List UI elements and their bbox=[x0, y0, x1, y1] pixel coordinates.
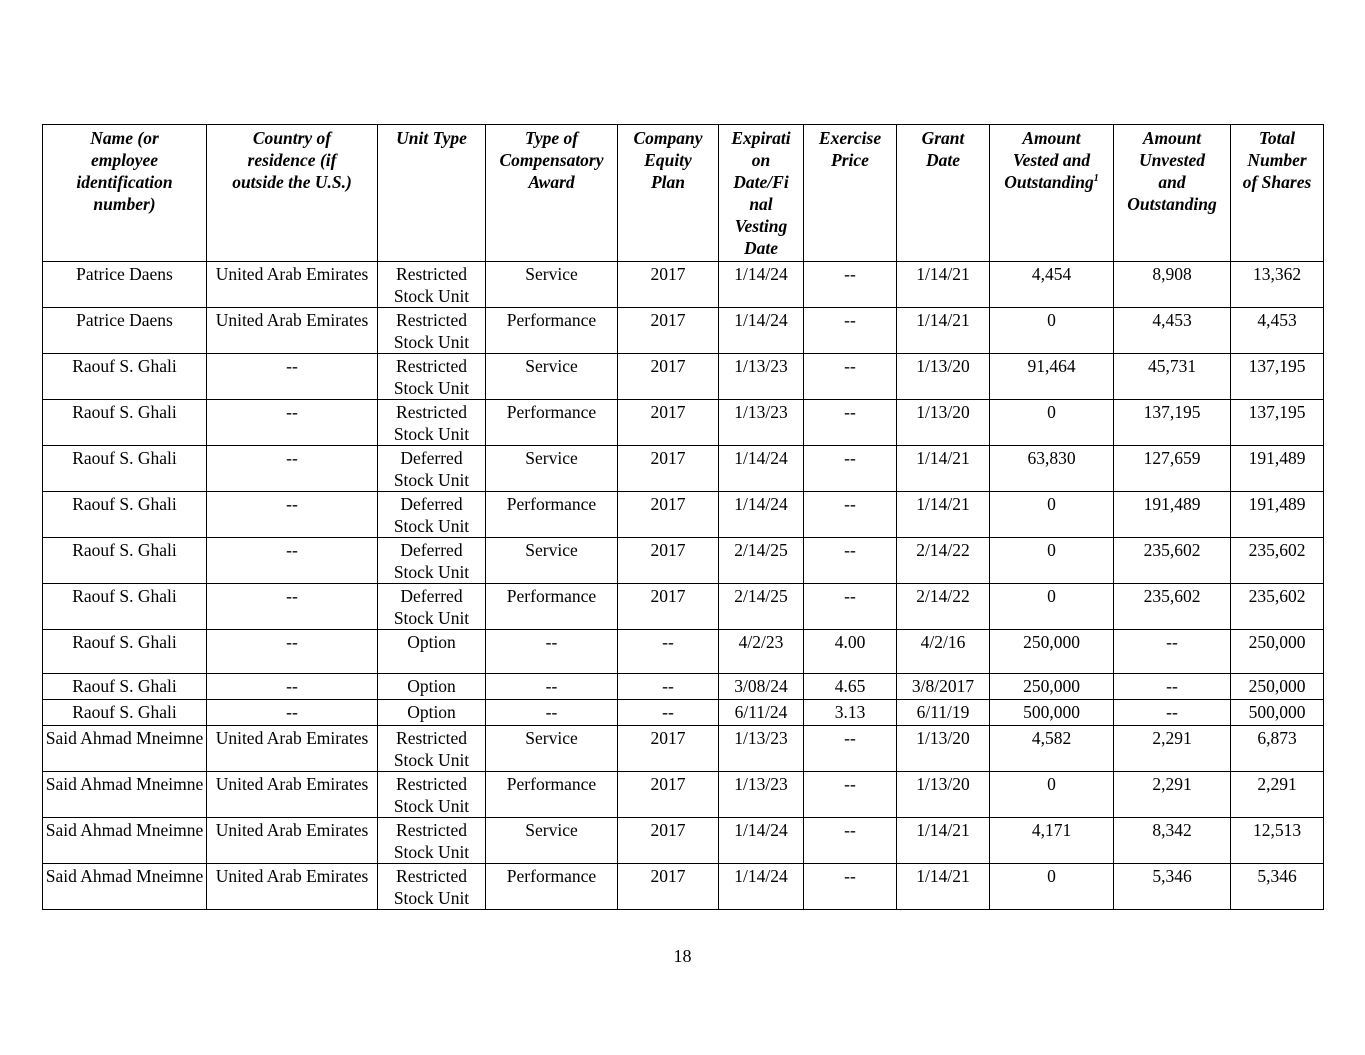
cell-award-type: Performance bbox=[486, 492, 618, 538]
cell-grant-date: 2/14/22 bbox=[897, 584, 990, 630]
cell-total-shares: 500,000 bbox=[1231, 700, 1324, 726]
cell-expiration-date: 1/14/24 bbox=[719, 492, 804, 538]
cell-grant-date: 3/8/2017 bbox=[897, 674, 990, 700]
cell-amount-vested: 250,000 bbox=[990, 674, 1114, 700]
cell-name: Said Ahmad Mneimne bbox=[43, 818, 207, 864]
cell-total-shares: 6,873 bbox=[1231, 726, 1324, 772]
cell-exercise-price: -- bbox=[804, 308, 897, 354]
award-table bbox=[42, 124, 1324, 910]
cell-award-type: -- bbox=[486, 630, 618, 674]
table-row bbox=[43, 864, 1324, 910]
cell-total-shares: 250,000 bbox=[1231, 674, 1324, 700]
cell-country: United Arab Emirates bbox=[207, 818, 378, 864]
cell-equity-plan: 2017 bbox=[618, 584, 719, 630]
cell-name: Said Ahmad Mneimne bbox=[43, 726, 207, 772]
cell-amount-vested: 250,000 bbox=[990, 630, 1114, 674]
cell-equity-plan: 2017 bbox=[618, 818, 719, 864]
cell-country: -- bbox=[207, 400, 378, 446]
table-row bbox=[43, 630, 1324, 674]
cell-equity-plan: 2017 bbox=[618, 262, 719, 308]
cell-grant-date: 1/13/20 bbox=[897, 400, 990, 446]
cell-amount-unvested: 137,195 bbox=[1114, 400, 1231, 446]
cell-country: -- bbox=[207, 584, 378, 630]
cell-name: Raouf S. Ghali bbox=[43, 538, 207, 584]
cell-exercise-price: -- bbox=[804, 492, 897, 538]
cell-expiration-date: 1/13/23 bbox=[719, 772, 804, 818]
cell-grant-date: 1/14/21 bbox=[897, 864, 990, 910]
cell-expiration-date: 2/14/25 bbox=[719, 584, 804, 630]
cell-amount-unvested: 235,602 bbox=[1114, 584, 1231, 630]
cell-equity-plan: 2017 bbox=[618, 492, 719, 538]
cell-expiration-date: 1/13/23 bbox=[719, 400, 804, 446]
cell-grant-date: 1/14/21 bbox=[897, 446, 990, 492]
cell-equity-plan: 2017 bbox=[618, 772, 719, 818]
header-unit-type: Unit Type bbox=[378, 125, 486, 262]
cell-name: Raouf S. Ghali bbox=[43, 446, 207, 492]
cell-amount-vested: 0 bbox=[990, 308, 1114, 354]
cell-unit-type: Restricted Stock Unit bbox=[378, 262, 486, 308]
cell-award-type: Performance bbox=[486, 864, 618, 910]
cell-exercise-price: -- bbox=[804, 726, 897, 772]
cell-country: United Arab Emirates bbox=[207, 864, 378, 910]
cell-unit-type: Option bbox=[378, 674, 486, 700]
header-grant-date: Grant Date bbox=[897, 125, 990, 262]
cell-exercise-price: -- bbox=[804, 772, 897, 818]
cell-equity-plan: -- bbox=[618, 700, 719, 726]
table-row bbox=[43, 354, 1324, 400]
cell-exercise-price: -- bbox=[804, 864, 897, 910]
cell-unit-type: Deferred Stock Unit bbox=[378, 538, 486, 584]
cell-grant-date: 1/13/20 bbox=[897, 726, 990, 772]
cell-expiration-date: 1/14/24 bbox=[719, 308, 804, 354]
cell-award-type: Service bbox=[486, 262, 618, 308]
cell-equity-plan: 2017 bbox=[618, 308, 719, 354]
cell-award-type: Service bbox=[486, 354, 618, 400]
cell-award-type: Performance bbox=[486, 400, 618, 446]
cell-name: Raouf S. Ghali bbox=[43, 700, 207, 726]
cell-amount-vested: 4,454 bbox=[990, 262, 1114, 308]
cell-total-shares: 13,362 bbox=[1231, 262, 1324, 308]
cell-exercise-price: -- bbox=[804, 446, 897, 492]
cell-grant-date: 1/14/21 bbox=[897, 262, 990, 308]
table-row bbox=[43, 584, 1324, 630]
cell-grant-date: 2/14/22 bbox=[897, 538, 990, 584]
cell-exercise-price: 4.00 bbox=[804, 630, 897, 674]
cell-equity-plan: 2017 bbox=[618, 538, 719, 584]
cell-exercise-price: -- bbox=[804, 354, 897, 400]
header-award-type: Type of Compensatory Award bbox=[486, 125, 618, 262]
cell-exercise-price: 3.13 bbox=[804, 700, 897, 726]
header-amount-unvested: Amount Unvested and Outstanding bbox=[1114, 125, 1231, 262]
cell-amount-vested: 91,464 bbox=[990, 354, 1114, 400]
cell-award-type: -- bbox=[486, 674, 618, 700]
cell-award-type: Service bbox=[486, 446, 618, 492]
table-row bbox=[43, 262, 1324, 308]
header-total-shares: Total Number of Shares bbox=[1231, 125, 1324, 262]
table-row bbox=[43, 308, 1324, 354]
cell-amount-unvested: -- bbox=[1114, 700, 1231, 726]
cell-exercise-price: -- bbox=[804, 584, 897, 630]
cell-amount-unvested: 127,659 bbox=[1114, 446, 1231, 492]
cell-grant-date: 4/2/16 bbox=[897, 630, 990, 674]
table-row bbox=[43, 818, 1324, 864]
cell-grant-date: 1/13/20 bbox=[897, 772, 990, 818]
cell-expiration-date: 1/14/24 bbox=[719, 446, 804, 492]
cell-award-type: Performance bbox=[486, 772, 618, 818]
cell-amount-unvested: 191,489 bbox=[1114, 492, 1231, 538]
cell-equity-plan: -- bbox=[618, 674, 719, 700]
cell-country: United Arab Emirates bbox=[207, 308, 378, 354]
cell-exercise-price: -- bbox=[804, 818, 897, 864]
cell-amount-vested: 4,582 bbox=[990, 726, 1114, 772]
cell-expiration-date: 1/13/23 bbox=[719, 354, 804, 400]
cell-unit-type: Option bbox=[378, 700, 486, 726]
cell-amount-unvested: 8,342 bbox=[1114, 818, 1231, 864]
cell-total-shares: 2,291 bbox=[1231, 772, 1324, 818]
table-row bbox=[43, 538, 1324, 584]
cell-amount-vested: 0 bbox=[990, 492, 1114, 538]
cell-grant-date: 1/14/21 bbox=[897, 308, 990, 354]
cell-expiration-date: 3/08/24 bbox=[719, 674, 804, 700]
header-equity-plan: Company Equity Plan bbox=[618, 125, 719, 262]
cell-expiration-date: 2/14/25 bbox=[719, 538, 804, 584]
cell-name: Patrice Daens bbox=[43, 308, 207, 354]
cell-expiration-date: 6/11/24 bbox=[719, 700, 804, 726]
header-row bbox=[43, 125, 1324, 262]
cell-amount-unvested: 235,602 bbox=[1114, 538, 1231, 584]
cell-country: -- bbox=[207, 446, 378, 492]
cell-equity-plan: 2017 bbox=[618, 400, 719, 446]
cell-country: -- bbox=[207, 354, 378, 400]
cell-amount-vested: 0 bbox=[990, 400, 1114, 446]
cell-grant-date: 6/11/19 bbox=[897, 700, 990, 726]
cell-total-shares: 137,195 bbox=[1231, 400, 1324, 446]
cell-name: Raouf S. Ghali bbox=[43, 354, 207, 400]
page-number: 18 bbox=[673, 946, 692, 966]
cell-exercise-price: -- bbox=[804, 400, 897, 446]
cell-award-type: Performance bbox=[486, 308, 618, 354]
cell-total-shares: 235,602 bbox=[1231, 584, 1324, 630]
cell-total-shares: 137,195 bbox=[1231, 354, 1324, 400]
cell-award-type: Service bbox=[486, 818, 618, 864]
cell-amount-unvested: 45,731 bbox=[1114, 354, 1231, 400]
cell-expiration-date: 1/13/23 bbox=[719, 726, 804, 772]
cell-unit-type: Restricted Stock Unit bbox=[378, 864, 486, 910]
header-amount-vested: Amount Vested and Outstanding$^1$ bbox=[990, 125, 1114, 262]
cell-grant-date: 1/13/20 bbox=[897, 354, 990, 400]
cell-country: United Arab Emirates bbox=[207, 726, 378, 772]
cell-unit-type: Restricted Stock Unit bbox=[378, 726, 486, 772]
cell-unit-type: Restricted Stock Unit bbox=[378, 818, 486, 864]
cell-total-shares: 12,513 bbox=[1231, 818, 1324, 864]
cell-unit-type: Restricted Stock Unit bbox=[378, 354, 486, 400]
cell-name: Raouf S. Ghali bbox=[43, 492, 207, 538]
cell-equity-plan: 2017 bbox=[618, 726, 719, 772]
cell-equity-plan: -- bbox=[618, 630, 719, 674]
table-row bbox=[43, 446, 1324, 492]
header-country: Country of residence (if outside the U.S.) bbox=[207, 125, 378, 262]
cell-award-type: Performance bbox=[486, 584, 618, 630]
table-row bbox=[43, 772, 1324, 818]
header-exercise-price: Exercise Price bbox=[804, 125, 897, 262]
cell-amount-unvested: 8,908 bbox=[1114, 262, 1231, 308]
cell-country: -- bbox=[207, 538, 378, 584]
cell-expiration-date: 1/14/24 bbox=[719, 262, 804, 308]
cell-name: Raouf S. Ghali bbox=[43, 400, 207, 446]
cell-award-type: -- bbox=[486, 700, 618, 726]
cell-total-shares: 235,602 bbox=[1231, 538, 1324, 584]
cell-country: -- bbox=[207, 674, 378, 700]
cell-amount-vested: 63,830 bbox=[990, 446, 1114, 492]
cell-expiration-date: 1/14/24 bbox=[719, 818, 804, 864]
header-expiration-date: Expirati on Date/Fi nal Vesting Date bbox=[719, 125, 804, 262]
cell-name: Raouf S. Ghali bbox=[43, 630, 207, 674]
table-row bbox=[43, 674, 1324, 700]
cell-country: -- bbox=[207, 630, 378, 674]
cell-expiration-date: 4/2/23 bbox=[719, 630, 804, 674]
table-row bbox=[43, 726, 1324, 772]
cell-award-type: Service bbox=[486, 538, 618, 584]
table-row bbox=[43, 400, 1324, 446]
cell-amount-unvested: 2,291 bbox=[1114, 772, 1231, 818]
cell-amount-unvested: -- bbox=[1114, 630, 1231, 674]
cell-unit-type: Restricted Stock Unit bbox=[378, 308, 486, 354]
cell-amount-vested: 0 bbox=[990, 772, 1114, 818]
cell-total-shares: 5,346 bbox=[1231, 864, 1324, 910]
cell-exercise-price: -- bbox=[804, 538, 897, 584]
cell-exercise-price: 4.65 bbox=[804, 674, 897, 700]
cell-country: United Arab Emirates bbox=[207, 772, 378, 818]
cell-amount-vested: 0 bbox=[990, 538, 1114, 584]
table-body bbox=[43, 262, 1324, 910]
cell-name: Raouf S. Ghali bbox=[43, 674, 207, 700]
cell-award-type: Service bbox=[486, 726, 618, 772]
cell-equity-plan: 2017 bbox=[618, 446, 719, 492]
header-name: Name (or employee identification number) bbox=[43, 125, 207, 262]
cell-amount-vested: 0 bbox=[990, 864, 1114, 910]
cell-amount-vested: 4,171 bbox=[990, 818, 1114, 864]
cell-unit-type: Restricted Stock Unit bbox=[378, 772, 486, 818]
cell-total-shares: 4,453 bbox=[1231, 308, 1324, 354]
cell-grant-date: 1/14/21 bbox=[897, 492, 990, 538]
cell-total-shares: 191,489 bbox=[1231, 492, 1324, 538]
cell-amount-unvested: 5,346 bbox=[1114, 864, 1231, 910]
cell-expiration-date: 1/14/24 bbox=[719, 864, 804, 910]
cell-amount-vested: 500,000 bbox=[990, 700, 1114, 726]
cell-name: Said Ahmad Mneimne bbox=[43, 864, 207, 910]
cell-grant-date: 1/14/21 bbox=[897, 818, 990, 864]
cell-name: Raouf S. Ghali bbox=[43, 584, 207, 630]
cell-amount-unvested: 4,453 bbox=[1114, 308, 1231, 354]
cell-unit-type: Restricted Stock Unit bbox=[378, 400, 486, 446]
cell-unit-type: Deferred Stock Unit bbox=[378, 492, 486, 538]
table-row bbox=[43, 700, 1324, 726]
cell-amount-unvested: -- bbox=[1114, 674, 1231, 700]
cell-total-shares: 191,489 bbox=[1231, 446, 1324, 492]
cell-total-shares: 250,000 bbox=[1231, 630, 1324, 674]
cell-equity-plan: 2017 bbox=[618, 864, 719, 910]
cell-country: United Arab Emirates bbox=[207, 262, 378, 308]
cell-unit-type: Deferred Stock Unit bbox=[378, 446, 486, 492]
footnote-marker: 1 bbox=[1093, 173, 1099, 185]
table-row bbox=[43, 492, 1324, 538]
cell-equity-plan: 2017 bbox=[618, 354, 719, 400]
cell-amount-vested: 0 bbox=[990, 584, 1114, 630]
cell-country: -- bbox=[207, 492, 378, 538]
cell-unit-type: Option bbox=[378, 630, 486, 674]
cell-name: Patrice Daens bbox=[43, 262, 207, 308]
cell-country: -- bbox=[207, 700, 378, 726]
cell-exercise-price: -- bbox=[804, 262, 897, 308]
cell-unit-type: Deferred Stock Unit bbox=[378, 584, 486, 630]
cell-amount-unvested: 2,291 bbox=[1114, 726, 1231, 772]
cell-name: Said Ahmad Mneimne bbox=[43, 772, 207, 818]
